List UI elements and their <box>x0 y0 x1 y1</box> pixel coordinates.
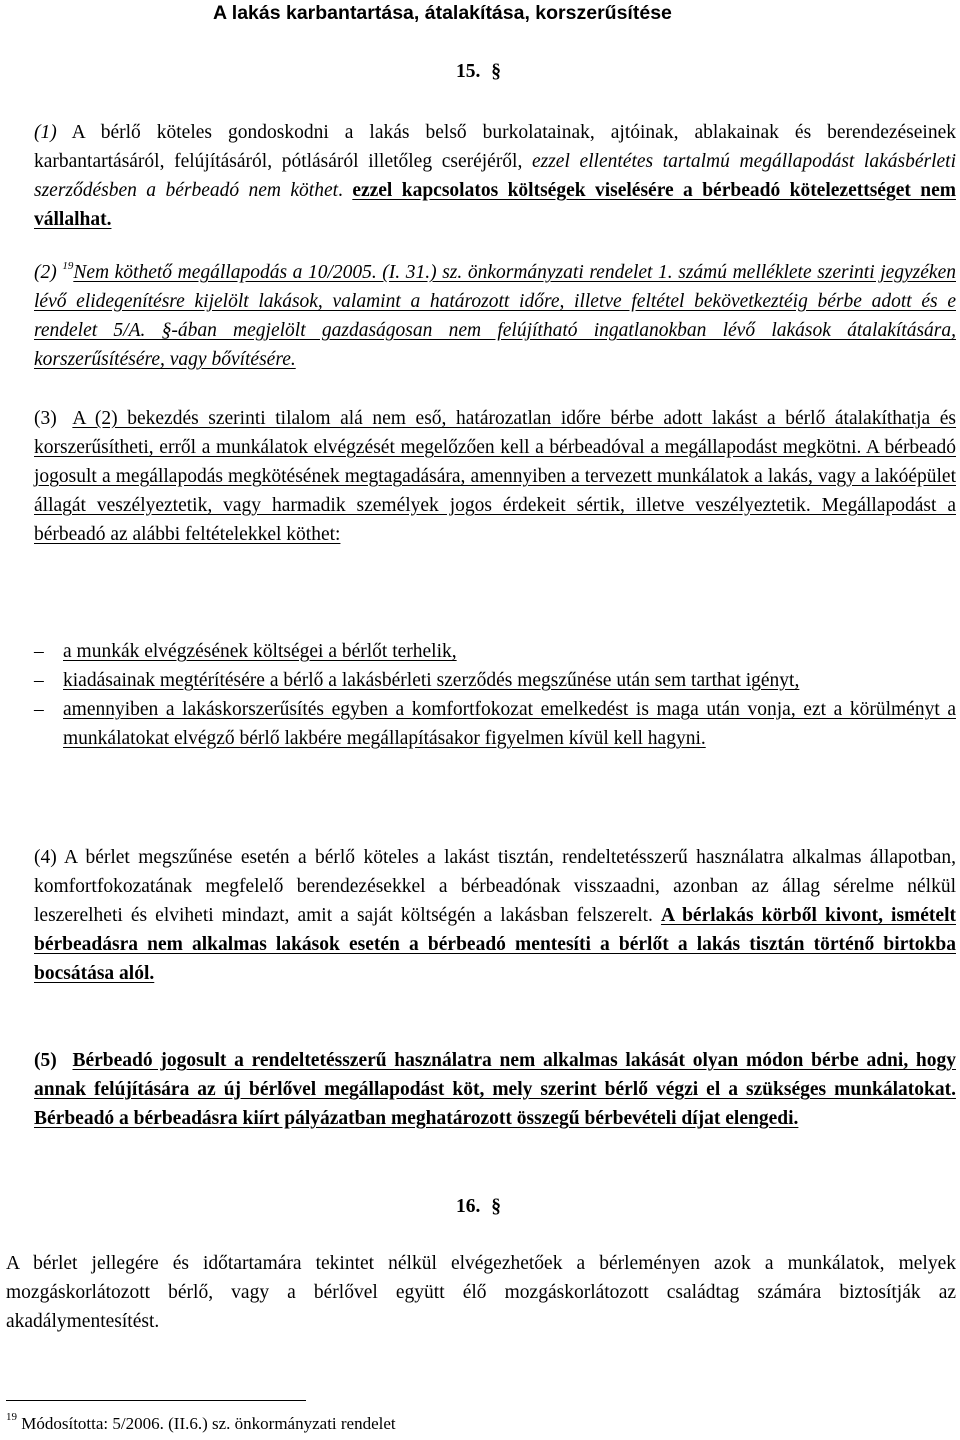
list-dash-marker: – <box>34 670 44 691</box>
section-sign: § <box>491 1196 501 1217</box>
paragraph-3-text: A (2) bekezdés szerinti tilalom alá nem eső, határozatlan időre bérbe adott lakást a bérlő átalakíthatja és korszerűsítheti, erről a munkálatok elvégzését megelőzően kell a bérbeadóval a megállapodást megkötni. A bérbeadó jogosult a megállapodás megkötésének megtagadására, amennyiben a tervezett munkálatok a lakás, vagy a lakóépület állagát veszélyeztetik, vagy harmadik személyek jogos érdekeit sértik, illetve veszélyeztetik. Megállapodást a bérbeadó az alábbi feltételekkel köthet: <box>34 408 957 545</box>
paragraph-4-text: A bérlet megszűnése esetén a bérlő köteles a lakást tisztán, rendeltetésszerű használatra alkalmas állapotban, komfortfokozatának megfelelő berendezésekkel a bérbeadónak visszaadni, azonban az állag sérelme nélkül leszerelheti és elviheti mindazt, amit a saját költségén a lakásban felszerelt. <box>34 847 956 926</box>
footnote-text: Módosította: 5/2006. (II.6.) sz. önkormányzati rendelet <box>17 1414 396 1433</box>
paragraph-4 <box>34 843 956 988</box>
footnote-ref-19[interactable]: 19 <box>62 260 74 272</box>
paragraph-4-label: (4) <box>34 847 57 868</box>
conditions-list <box>34 637 956 753</box>
list-item-text: amennyiben a lakáskorszerűsítés egyben a komfortfokozat emelkedést is maga után vonja, ezt a körülményt a munkálatokat elvégző bérlő lakbére megállapításakor figyelmen kívül kell hagyni. <box>63 699 956 749</box>
paragraph-1-italic-text: ezzel ellentétes tartalmú megállapodást lakásbérleti szerződésben a bérbeadó nem köthet <box>34 151 956 201</box>
section-16-number: 16. <box>456 1196 481 1217</box>
paragraph-3 <box>34 404 956 549</box>
paragraph-1 <box>34 118 956 234</box>
list-item <box>34 666 956 695</box>
paragraph-1-label: (1) <box>34 122 57 143</box>
footnote-number: 19 <box>6 1411 17 1423</box>
paragraph-1-period: . <box>338 180 353 201</box>
page-title: A lakás karbantartása, átalakítása, korszerűsítése <box>213 2 672 24</box>
list-dash-marker: – <box>34 699 44 720</box>
paragraph-3-label: (3) <box>34 408 57 429</box>
paragraph-5 <box>34 1046 956 1133</box>
paragraph-5-text: Bérbeadó jogosult a rendeltetésszerű használatra nem alkalmas lakását olyan módon bérbe adni, hogy annak felújítására az új bérlővel megállapodást köt, mely szerint bérlő végzi el a szükséges munkálatokat. Bérbeadó a bérbeadásra kiírt pályázatban meghatározott összegű bérbevételi díjat elengedi. <box>34 1050 956 1129</box>
section-15-heading <box>456 57 501 86</box>
list-item <box>34 637 956 666</box>
paragraph-2-label: (2) <box>34 262 57 283</box>
list-item-text: a munkák elvégzésének költségei a bérlőt terhelik, <box>63 641 457 662</box>
list-item-text: kiadásainak megtérítésére a bérlő a lakásbérleti szerződés megszűnése után sem tarthat igényt, <box>63 670 800 691</box>
section-16-heading <box>456 1192 501 1221</box>
footnote-separator <box>6 1400 306 1401</box>
section-15-number: 15. <box>456 61 481 82</box>
paragraph-2-text: Nem köthető megállapodás a 10/2005. (I. 31.) sz. önkormányzati rendelet 1. számú melléklete szerinti jegyzéken lévő elidegenítésre kijelölt lakások, valamint a határozott időre, illetve feltétel bekövetkeztéig bérbe adott és e rendelet 5/A. §-ában megjelölt gazdaságosan nem felújítható ingatlanokban lévő lakások átalakítására, korszerűsítésére, vagy bővítésére. <box>34 262 956 370</box>
footnote <box>6 1412 396 1436</box>
section-sign: § <box>491 61 501 82</box>
paragraph-5-label: (5) <box>34 1050 57 1071</box>
paragraph-2 <box>34 258 956 374</box>
list-item <box>34 695 956 753</box>
paragraph-4-bold-text: A bérlakás körből kivont, ismételt bérbeadásra nem alkalmas lakások esetén a bérbeadó mentesíti a bérlőt a lakás tisztán történő birtokba bocsátása alól. <box>34 905 956 984</box>
paragraph-1-text: A bérlő köteles gondoskodni a lakás belső burkolatainak, ajtóinak, ablakainak és berendezéseinek karbantartásáról, felújításáról, pótlásáról illetőleg cseréjéről, <box>34 122 956 172</box>
list-dash-marker: – <box>34 641 44 662</box>
paragraph-1-bold-text: ezzel kapcsolatos költségek viselésére a bérbeadó kötelezettséget nem vállalhat. <box>34 180 956 230</box>
paragraph-6: A bérlet jellegére és időtartamára tekintet nélkül elvégezhetőek a bérleményen azok a munkálatok, melyek mozgáskorlátozott bérlő, vagy a bérlővel együtt élő mozgáskorlátozott családtag számára biztosítják az akadálymentesítést. <box>6 1253 956 1332</box>
